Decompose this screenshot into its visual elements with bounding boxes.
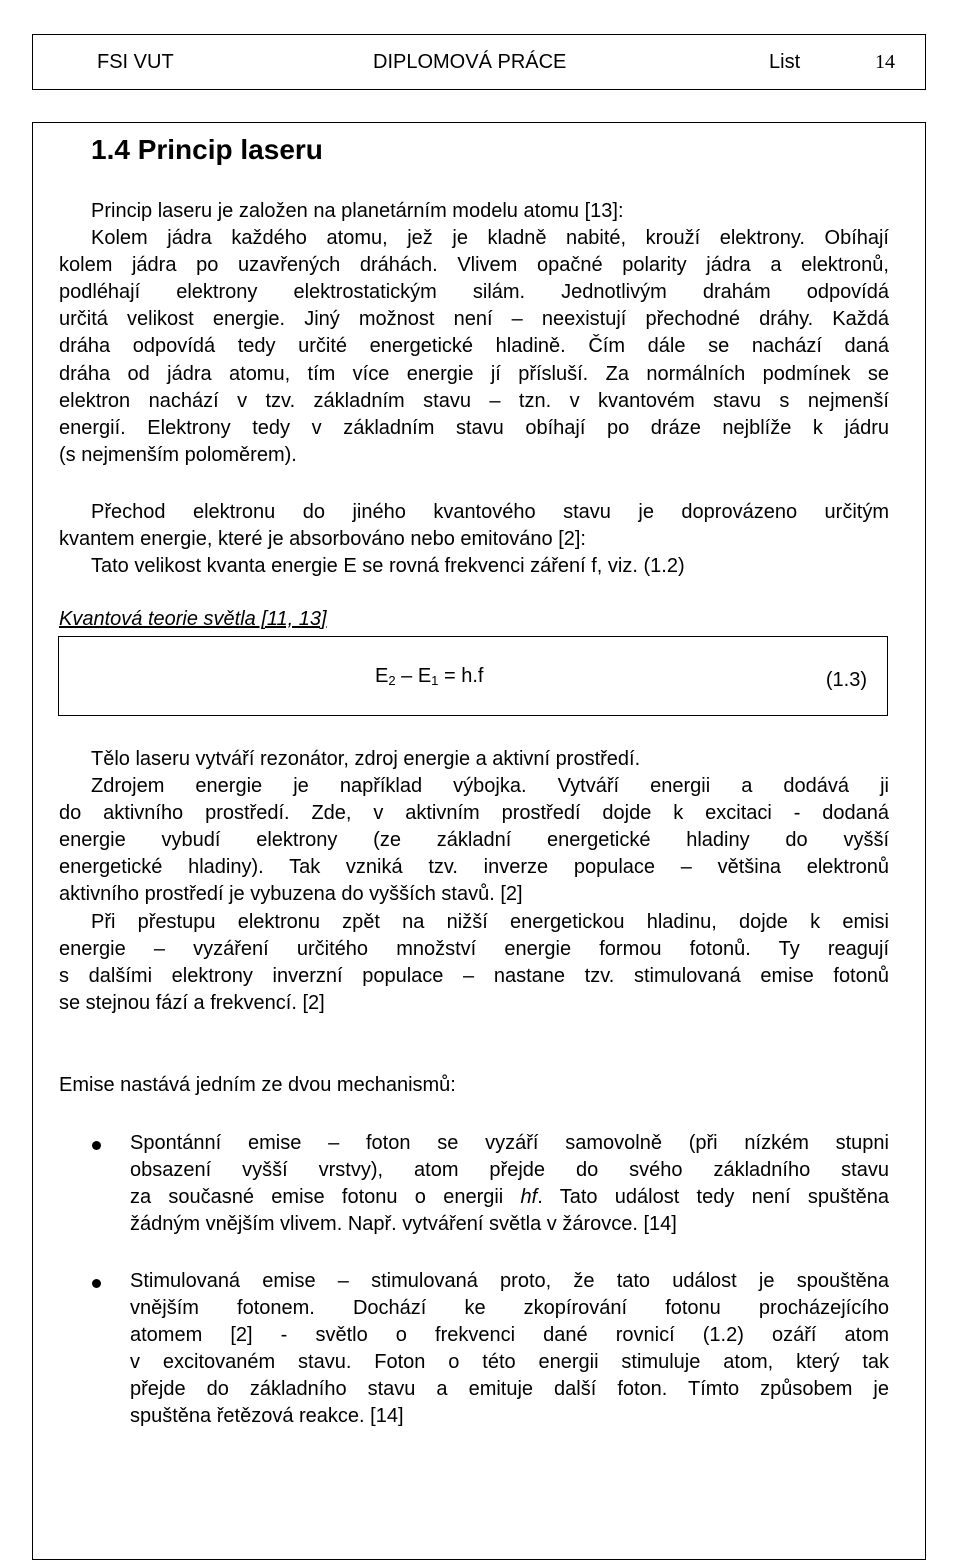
text-line: Kolem jádra každého atomu, jež je kladně nabité, krouží elektrony. Obíhají: [91, 227, 889, 250]
text-line: Přechod elektronu do jiného kvantového stavu je doprovázeno určitým: [91, 501, 889, 523]
header-page-number: 14: [875, 51, 895, 73]
paragraph-laser-body: [59, 746, 889, 1017]
text-line: Spontánní emise – foton se vyzáří samovolně (při nízkém stupni: [130, 1132, 889, 1154]
text-line: kvantem energie, které je absorbováno nebo emitováno [2]:: [59, 528, 586, 551]
text-line: spuštěna řetězová reakce. [14]: [130, 1405, 404, 1428]
text-line: Zdrojem energie je například výbojka. Vytváří energii a dodává ji: [91, 775, 889, 798]
text-line: elektron nachází v tzv. základním stavu – tzn. v kvantovém stavu s nejmenší: [59, 389, 889, 412]
text-line: atomem [2] - světlo o frekvenci dané rovnicí (1.2) ozáří atom: [130, 1324, 889, 1347]
text-line: energie vybudí elektrony (ze základní energetické hladiny do vyšší: [59, 829, 889, 852]
equation-caption: Kvantová teorie světla [11, 13]: [59, 608, 327, 630]
header-faculty: FSI VUT: [97, 51, 174, 73]
bullet-icon: [92, 1141, 101, 1150]
text-line: se stejnou fází a frekvencí. [2]: [59, 991, 325, 1014]
text-line: přejde do základního stavu a emituje další foton. Tímto způsobem je: [130, 1378, 889, 1401]
text-line: určitá velikost energie. Jiný možnost není – neexistují přechodné dráhy. Každá: [59, 308, 889, 331]
page-header: [32, 34, 926, 90]
text-line: obsazení vyšší vrstvy), atom přejde do svého základního stavu: [130, 1159, 889, 1182]
text-line: žádným vnějším vlivem. Např. vytváření světla v žárovce. [14]: [130, 1213, 677, 1236]
text-line: energií. Elektrony tedy v základním stavu obíhají po dráze nejblíže k jádru: [59, 416, 889, 439]
equation-number: (1.3): [825, 669, 867, 691]
text-line: dráha odpovídá tedy určité energetické hladině. Čím dále se nachází daná: [59, 335, 889, 358]
text-line: energie – vyzáření určitého množství energie formou fotonů. Ty reagují: [59, 937, 889, 960]
emission-intro: [59, 1072, 889, 1099]
section-heading: 1.4 Princip laseru: [91, 134, 323, 165]
text-line: energetické hladiny). Tak vzniká tzv. inverze populace – většina elektronů: [59, 856, 889, 879]
equation: $E_2 - E_1 = h.f$: [375, 665, 484, 688]
text-line: Stimulovaná emise – stimulovaná proto, že tato událost je spouštěna: [130, 1270, 889, 1292]
text-line: (s nejmenším poloměrem).: [59, 443, 297, 466]
bullet-icon: [92, 1279, 101, 1288]
text-line: kolem jádra po uzavřených dráhách. Vlivem opačné polarity jádra a elektronů,: [59, 254, 889, 277]
text-line: vnějším fotonem. Dochází ke zkopírování fotonu procházejícího: [130, 1297, 889, 1320]
text-line: Tělo laseru vytváří rezonátor, zdroj energie a aktivní prostředí.: [91, 748, 641, 770]
text-line: aktivního prostředí je vybuzena do vyšších stavů. [2]: [59, 883, 523, 906]
text-line: Tato velikost kvanta energie E se rovná frekvenci záření f, viz. (1.2): [91, 555, 685, 578]
text-line: v excitovaném stavu. Foton o této energii stimuluje atom, který tak: [130, 1351, 889, 1374]
text-line: Princip laseru je založen na planetárním modelu atomu [13]:: [91, 200, 624, 222]
list-item-text: [130, 1268, 889, 1431]
text-line: podléhají elektrony elektrostatickým silám. Jednotlivým drahám odpovídá: [59, 281, 889, 304]
text-line: Při přestupu elektronu zpět na nižší energetickou hladinu, dojde k emisi: [91, 910, 889, 933]
paragraph-laser-principle: [59, 198, 889, 469]
header-list-label: List: [769, 51, 801, 73]
text-line: do aktivního prostředí. Zde, v aktivním prostředí dojde k excitaci - dodaná: [59, 802, 889, 825]
text-line: s dalšími elektrony inverzní populace – nastane tzv. stimulovaná emise fotonů: [59, 964, 889, 987]
text-line: za současné emise fotonu o energii hf. Tato událost tedy není spuštěna: [130, 1186, 889, 1209]
list-item-text: [130, 1130, 889, 1238]
paragraph-quantum-transition: [59, 499, 889, 580]
text-line: dráha od jádra atomu, tím více energie jí přísluší. Za normálních podmínek se: [59, 362, 889, 385]
header-document-type: DIPLOMOVÁ PRÁCE: [373, 51, 567, 73]
equation-box: [58, 636, 888, 716]
text-line: Emise nastává jedním ze dvou mechanismů:: [59, 1074, 456, 1096]
